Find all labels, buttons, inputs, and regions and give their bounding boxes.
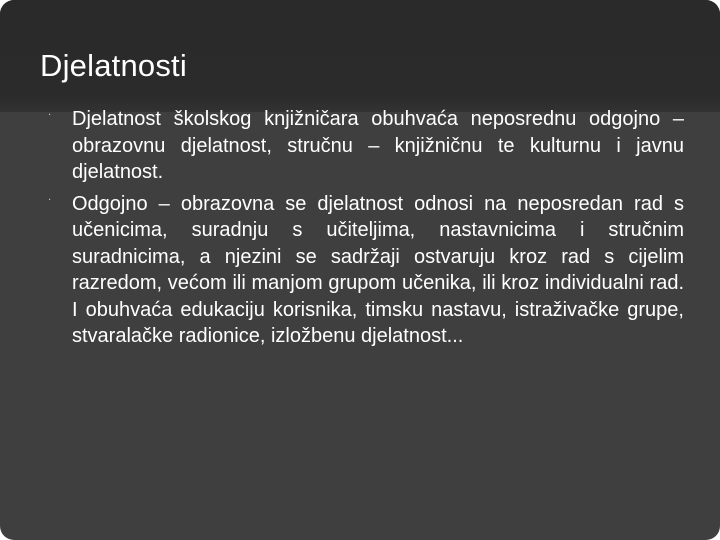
bullet-item [48,191,684,350]
bullet-list [48,106,684,355]
slide-title: Djelatnosti [40,48,187,83]
bullet-item [48,106,684,186]
bullet-text: Djelatnost školskog knjižničara obuhvaća neposrednu odgojno – obrazovnu djelatnost, stručnu – knjižničnu te kulturnu i javnu djelatnost. [72,108,684,183]
bullet-dot-icon: · [48,194,52,206]
bullet-text: Odgojno – obrazovna se djelatnost odnosi na neposredan rad s učenicima, suradnju s učiteljima, nastavnicima i stručnim suradnicima, a njezini se sadržaji ostvaruju kroz rad s cijelim razredom, većom ili manjom grupom učenika, ili kroz individualni rad. I obuhvaća edukaciju korisnika, timsku nastavu, istraživačke grupe, stvaralačke radionice, izložbenu djelatnost... [72,192,684,347]
bullet-dot-icon: · [48,110,52,121]
